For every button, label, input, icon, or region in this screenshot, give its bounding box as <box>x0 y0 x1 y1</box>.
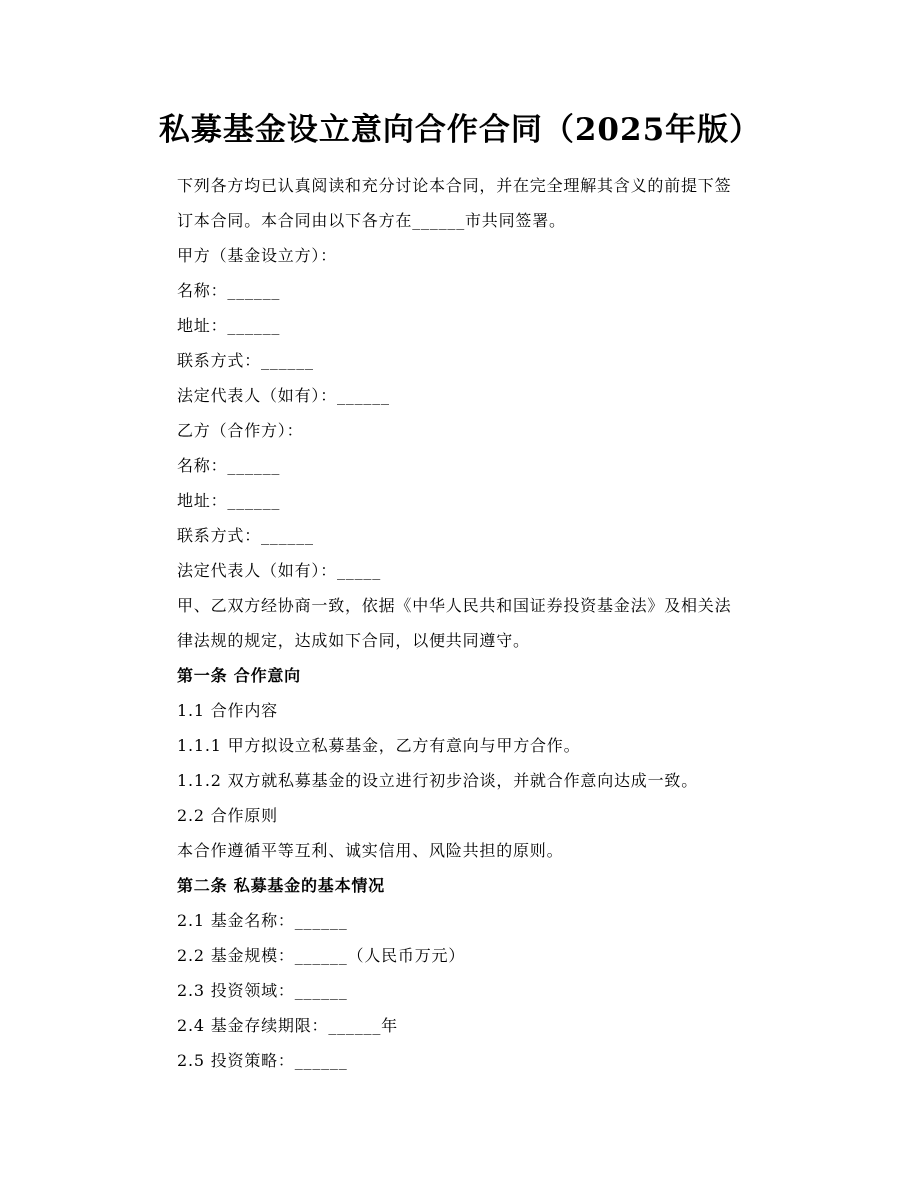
clause-2-4: 2.4 基金存续期限：______年 <box>177 1016 398 1035</box>
party-a-contact: 联系方式：______ <box>177 351 314 370</box>
party-b-heading: 乙方（合作方）： <box>177 421 304 440</box>
clause-2-2: 2.2 基金规模：______（人民币万元） <box>177 946 466 965</box>
principle-text: 本合作遵循平等互利、诚实信用、风险共担的原则。 <box>177 841 564 860</box>
clause-1-1-1: 1.1.1 甲方拟设立私募基金，乙方有意向与甲方合作。 <box>177 736 581 755</box>
clause-1-1: 1.1 合作内容 <box>177 701 278 720</box>
document-title: 私募基金设立意向合作合同（2025年版） <box>158 112 762 148</box>
clause-1-1-2: 1.1.2 双方就私募基金的设立进行初步洽谈，并就合作意向达成一致。 <box>177 771 698 790</box>
party-b-address: 地址：______ <box>177 491 281 510</box>
agreement-line-1: 甲、乙双方经协商一致，依据《中华人民共和国证券投资基金法》及相关法 <box>177 596 732 615</box>
party-a-representative: 法定代表人（如有）：______ <box>177 386 390 405</box>
party-a-address: 地址：______ <box>177 316 281 335</box>
article-1-heading: 第一条 合作意向 <box>177 666 301 685</box>
party-b-contact: 联系方式：______ <box>177 526 314 545</box>
clause-2-3: 2.3 投资领域：______ <box>177 981 348 1000</box>
clause-2-2-principle: 2.2 合作原则 <box>177 806 278 825</box>
intro-line-1: 下列各方均已认真阅读和充分讨论本合同，并在完全理解其含义的前提下签 <box>177 176 732 195</box>
clause-2-5: 2.5 投资策略：______ <box>177 1051 348 1070</box>
party-a-name: 名称：______ <box>177 281 281 300</box>
party-b-name: 名称：______ <box>177 456 281 475</box>
party-b-representative: 法定代表人（如有）：_____ <box>177 561 382 580</box>
party-a-heading: 甲方（基金设立方）： <box>177 246 338 265</box>
intro-line-2: 订本合同。本合同由以下各方在______市共同签署。 <box>177 211 566 230</box>
agreement-line-2: 律法规的规定，达成如下合同，以便共同遵守。 <box>177 631 530 650</box>
article-2-heading: 第二条 私募基金的基本情况 <box>177 876 385 895</box>
clause-2-1: 2.1 基金名称：______ <box>177 911 348 930</box>
